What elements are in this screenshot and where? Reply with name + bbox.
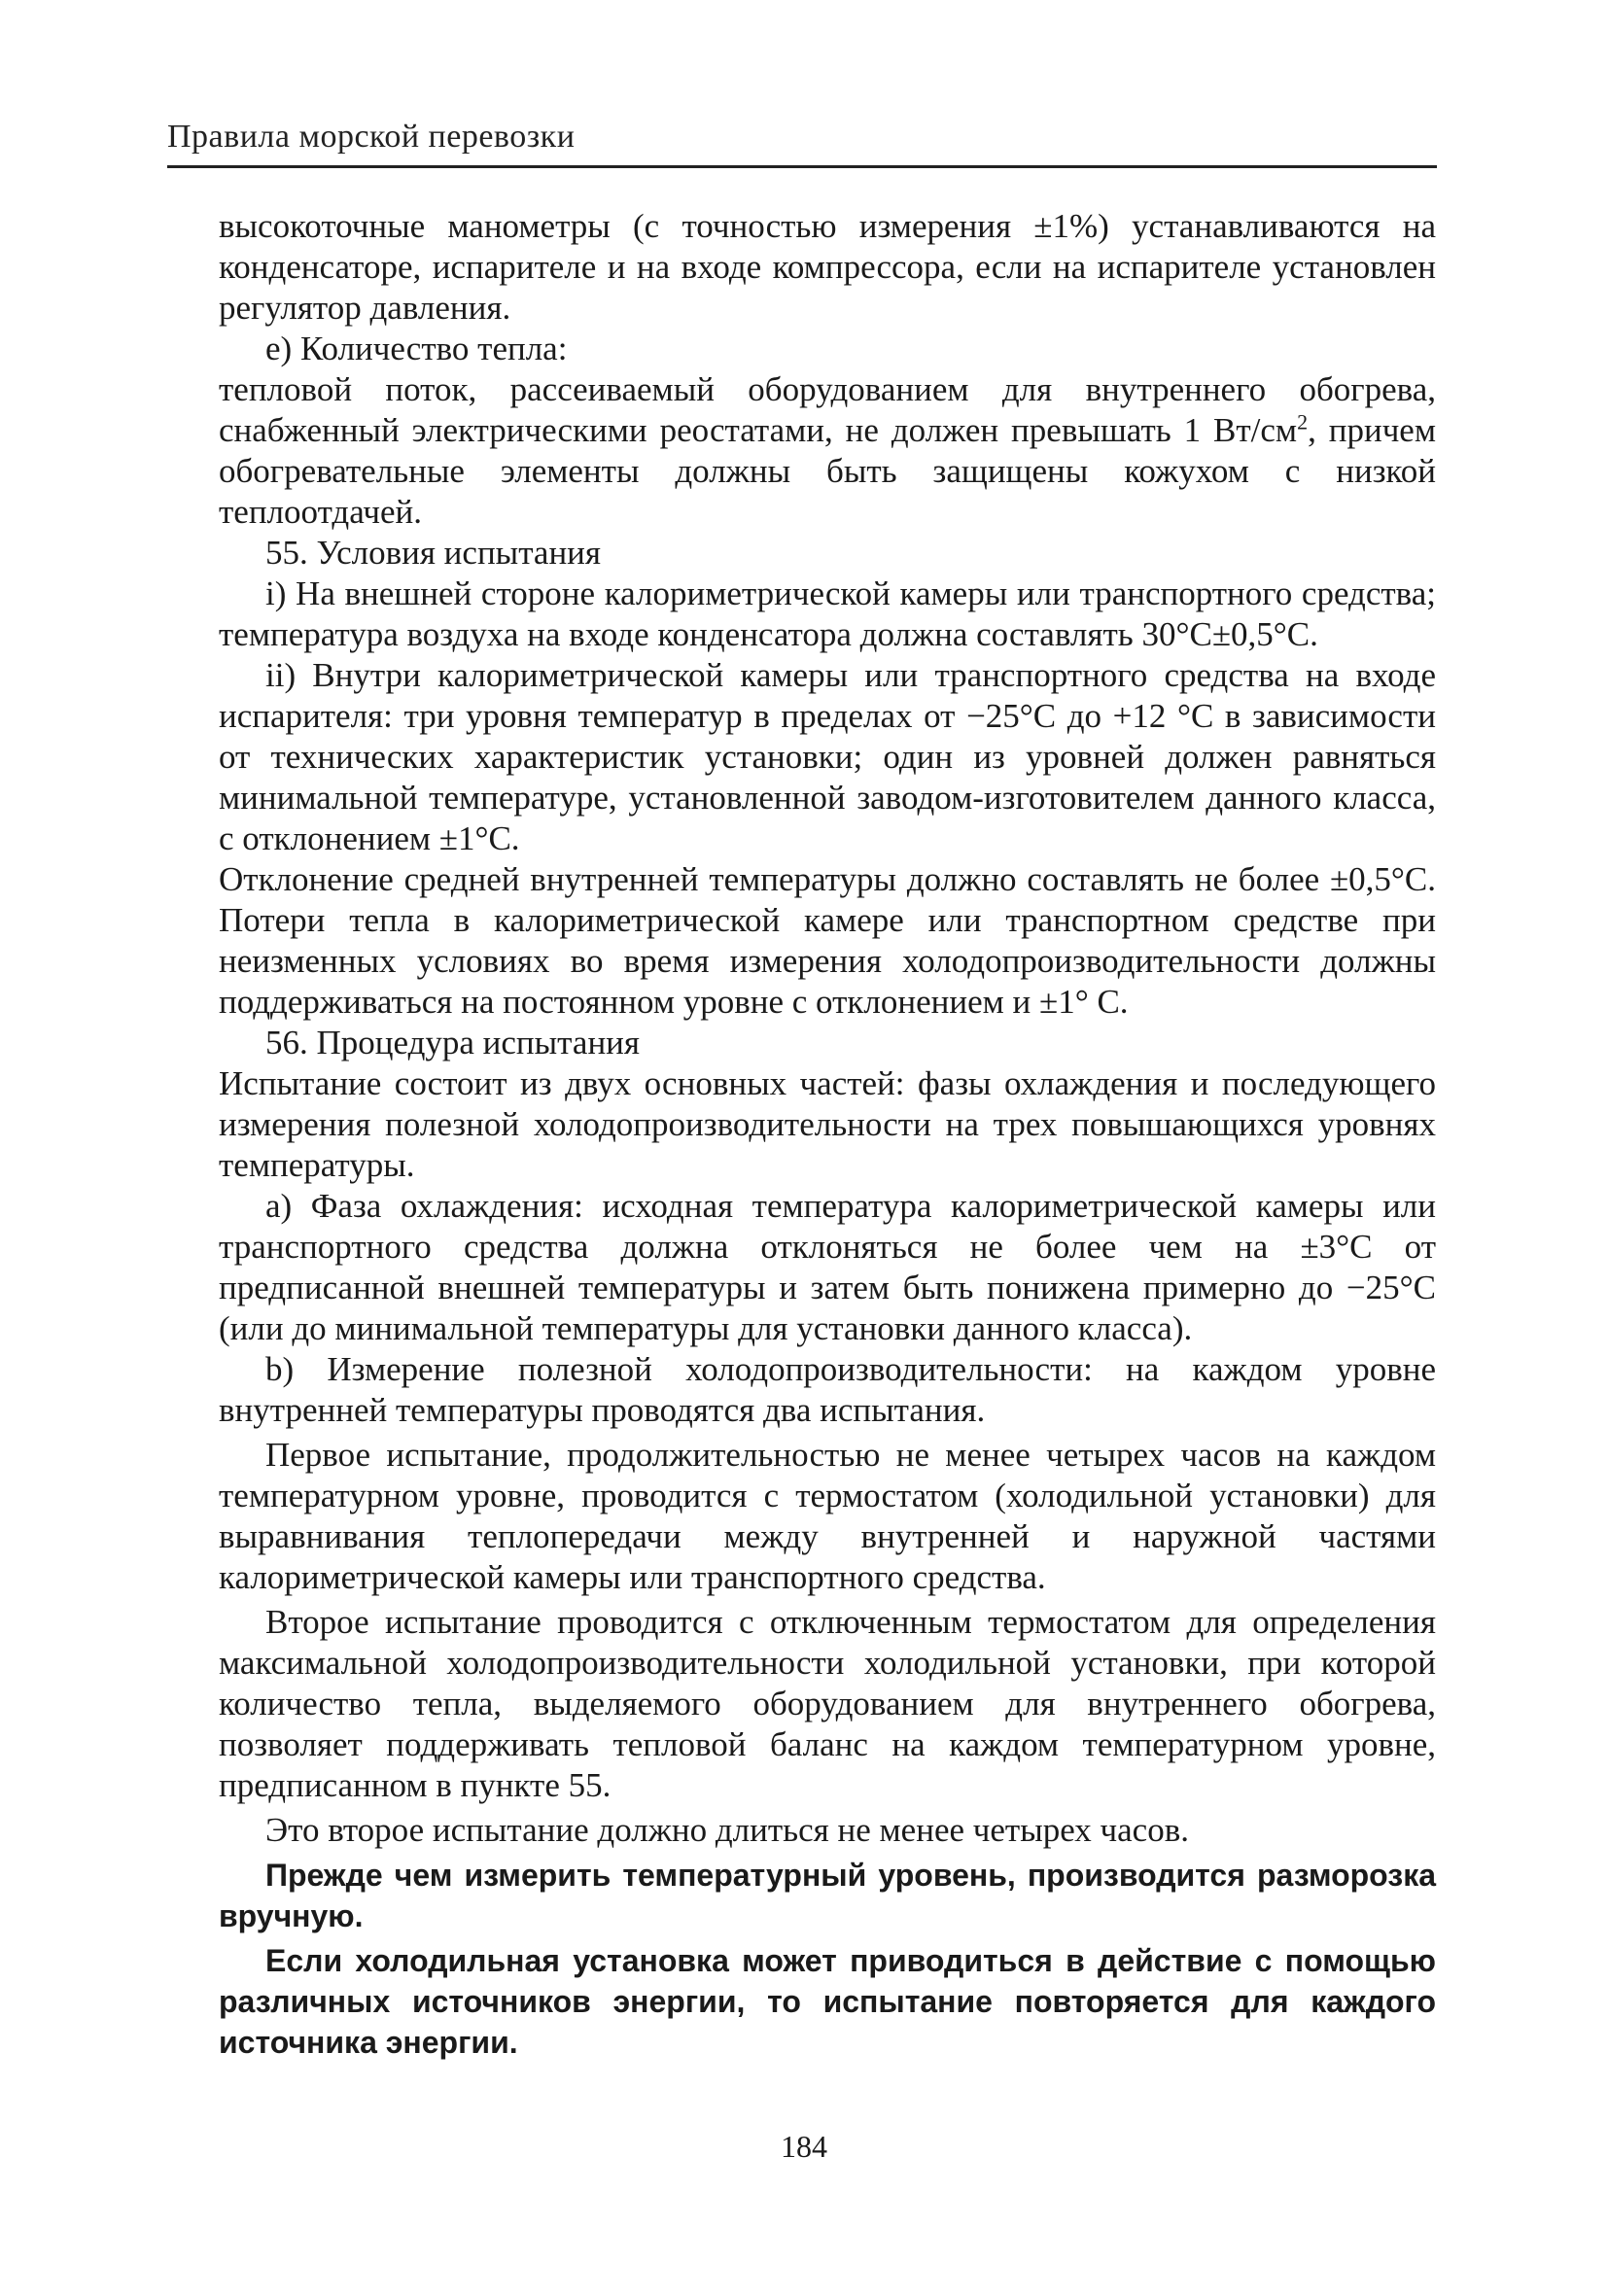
paragraph-test-parts: Испытание состоит из двух основных частей: фазы охлаждения и последующего измерения полезной холодопроизводительности на трех повышающихся уровнях температуры. <box>219 1064 1436 1184</box>
document-body <box>219 206 1436 2063</box>
superscript-2: 2 <box>1297 409 1309 435</box>
paragraph-internal-conditions: ii) Внутри калориметрической камеры или транспортного средства на входе испарителя: три уровня температур в пределах от −25°С до +12 °С в зависимости от технических характеристик установки; один из уровней должен равняться минимальной температуре, установленной заводом-изготовителем данного класса, с отклонением ±1°С. <box>219 656 1436 857</box>
paragraph-capacity-measurement: b) Измерение полезной холодопроизводительности: на каждом уровне внутренней температуры проводятся два испытания. <box>219 1350 1436 1429</box>
paragraph-heat-flow <box>219 369 1436 533</box>
paragraph-defrost: Прежде чем измерить температурный уровень, производится разморозка вручную. <box>219 1858 1436 1933</box>
page-number: 184 <box>781 2129 827 2164</box>
section-55-heading: 55. Условия испытания <box>265 534 602 572</box>
paragraph-cooling-phase: а) Фаза охлаждения: исходная температура калориметрической камеры или транспортного средства должна отклоняться не более чем на ±3°С от предписанной внешней температуры и затем быть понижена примерно до −25°С (или до минимальной температуры для установки данного класса). <box>219 1187 1436 1347</box>
paragraph-external-conditions: i) На внешней стороне калориметрической камеры или транспортного средства; температура воздуха на входе конденсатора должна составлять 30°С±0,5°С. <box>219 574 1436 653</box>
paragraph-heat-quantity-heading: e) Количество тепла: <box>265 330 568 367</box>
running-title: Правила морской перевозки <box>167 119 576 155</box>
heat-flow-text-2: , причем обогревательные элементы должны быть защищены кожухом с низкой теплоотдачей. <box>219 411 1436 531</box>
paragraph-first-test: Первое испытание, продолжительностью не менее четырех часов на каждом температурном уровне, проводится с термостатом (холодильной установки) для выравнивания теплопередачи между внутренней и наружной частями калориметрической камеры или транспортного средства. <box>219 1436 1436 1596</box>
paragraph-manometers: высокоточные манометры (с точностью измерения ±1%) устанавливаются на конденсаторе, испарителе и на входе компрессора, если на испарителе установлен регулятор давления. <box>219 207 1436 327</box>
paragraph-second-test-duration: Это второе испытание должно длиться не менее четырех часов. <box>265 1811 1189 1849</box>
paragraph-temperature-deviation: Отклонение средней внутренней температуры должно составлять не более ±0,5°С. Потери тепла в калориметрической камере или транспортном средстве при неизменных условиях во время измерения холодопроизводительности должны поддерживаться на постоянном уровне с отклонением и ±1° С. <box>219 860 1436 1021</box>
paragraph-second-test: Второе испытание проводится с отключенным термостатом для определения максимальной холодопроизводительности холодильной установки, при которой количество тепла, выделяемого оборудованием для внутреннего обогрева, позволяет поддерживать тепловой баланс на каждом температурном уровне, предписанном в пункте 55. <box>219 1603 1436 1804</box>
section-56-heading: 56. Процедура испытания <box>265 1024 640 1061</box>
paragraph-energy-sources: Если холодильная установка может приводиться в действие с помощью различных источников энергии, то испытание повторяется для каждого источника энергии. <box>219 1943 1436 2060</box>
heat-flow-text-1: тепловой поток, рассеиваемый оборудованием для внутреннего обогрева, снабженный электрическими реостатами, не должен превышать 1 Вт/см <box>219 370 1436 449</box>
header-rule <box>167 165 1437 168</box>
